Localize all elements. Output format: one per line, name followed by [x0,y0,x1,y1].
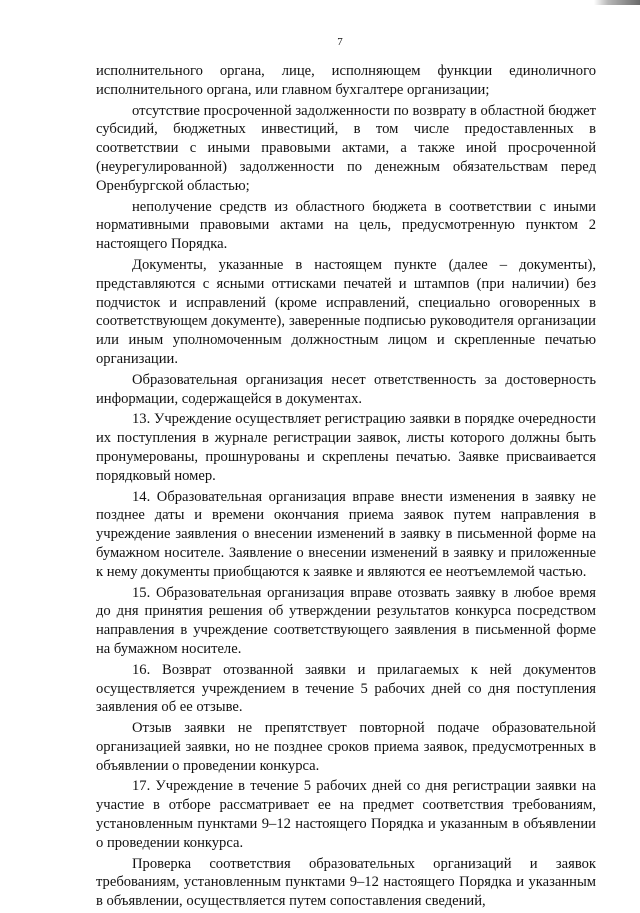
paragraph-item-13: 13. Учреждение осуществляет регистрацию заявки в порядке очередности их поступления в журнале регистрации заявок, листы которого должны быть пронумерованы, прошнурованы и скреплены печатью. Заявке присваивается порядковый номер. [96,411,596,484]
paragraph-responsibility: Образовательная организация несет ответственность за достоверность информации, содержащейся в документах. [96,371,596,407]
paragraph-withdrawal: Отзыв заявки не препятствует повторной подаче образовательной организацией заявки, но не позднее сроков приема заявок, предусмотренных в объявлении о проведении конкурса. [96,720,596,774]
paragraph-item-15: 15. Образовательная организация вправе отозвать заявку в любое время до дня принятия решения об утверждении результатов конкурса посредством направления в учреждение соответствующего заявления в письменной форме на бумажном носителе. [96,584,596,657]
paragraph-continuation: исполнительного органа, лице, исполняющем функции единоличного исполнительного органа, или главном бухгалтере организации; [96,63,596,98]
page-number: 7 [337,36,343,48]
paragraph-no-debt: отсутствие просроченной задолженности по возврату в областной бюджет субсидий, бюджетных инвестиций, в том числе предоставленных в соответствии с иными правовыми актами, а также иной просроченной (неурегулированной) задолженности по денежным обязательствам перед Оренбургской областью; [96,102,596,194]
paragraph-no-funds: неполучение средств из областного бюджета в соответствии с иными нормативными правовыми актами на цель, предусмотренную пунктом 2 настоящего Порядка. [96,198,596,253]
paragraph-verification: Проверка соответствия образовательных организаций и заявок требованиям, установленным пунктами 9–12 настоящего Порядка и указанным в объявлении, осуществляется путем сопоставления сведений, [96,855,596,910]
scan-edge-mark [594,0,640,5]
document-body [96,62,596,913]
paragraph-item-17: 17. Учреждение в течение 5 рабочих дней со дня регистрации заявки на участие в отборе рассматривает ее на предмет соответствия требованиям, установленным пунктами 9–12 настоящего Порядка и указанным в объявлении о проведении конкурса. [96,778,596,851]
paragraph-documents: Документы, указанные в настоящем пункте (далее – документы), представляются с ясными оттисками печатей и штампов (при наличии) без подчисток и исправлений (кроме исправлений, специально оговоренных в соответствующем документе), заверенные подписью руководителя организации или иным уполномоченным должностным лицом и скрепленные печатью организации. [96,256,596,367]
paragraph-item-14: 14. Образовательная организация вправе внести изменения в заявку не позднее даты и времени окончания приема заявок путем направления в учреждение заявления о внесении изменений в заявку в письменной форме на бумажном носителе. Заявление о внесении изменений в заявку и приложенные к нему документы приобщаются к заявке и являются ее неотъемлемой частью. [96,488,596,580]
paragraph-item-16: 16. Возврат отозванной заявки и прилагаемых к ней документов осуществляется учреждением в течение 5 рабочих дней со дня поступления заявления об ее отзыве. [96,661,596,716]
